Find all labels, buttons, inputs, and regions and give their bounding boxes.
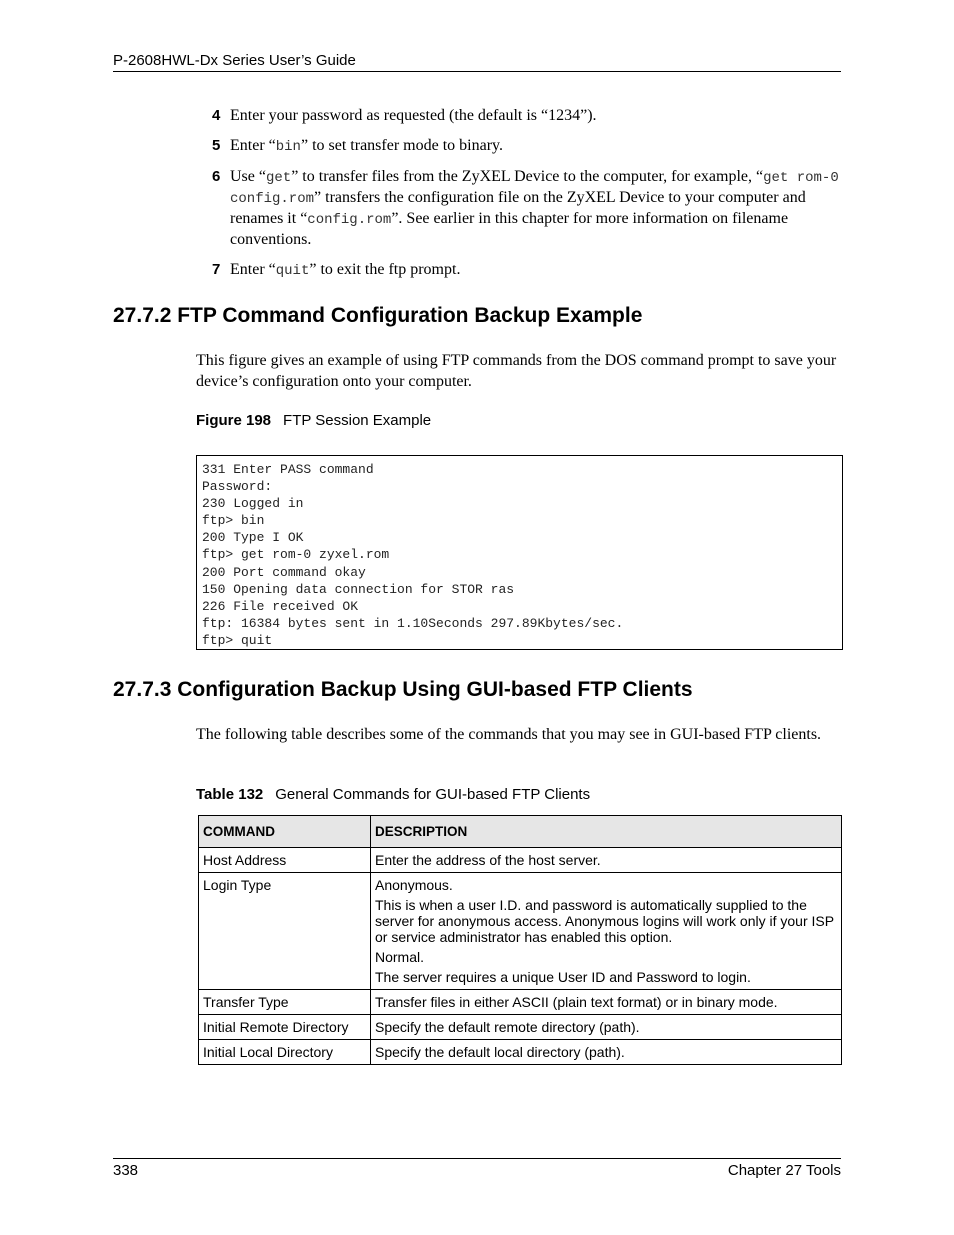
inline-code: config.rom [307, 212, 392, 228]
table-row [199, 1040, 842, 1065]
step-text: ” to transfer files from the ZyXEL Device to the computer, for example, “ [291, 168, 764, 185]
ftp-session-code-block [196, 455, 843, 650]
code-line: ftp> quit [202, 632, 273, 648]
section-heading-ftp-backup: 27.7.2 FTP Command Configuration Backup Example [113, 304, 643, 327]
description-cell [371, 873, 842, 990]
table-row [199, 990, 842, 1015]
description-text: This is when a user I.D. and password is automatically supplied to the server for anonymous access. Anonymous logins will work only if your ISP or service administrator has enabled this option. [375, 897, 834, 945]
code-line: ftp> get rom-0 zyxel.rom [202, 547, 390, 563]
figure-caption [196, 412, 431, 429]
step-item [212, 106, 842, 126]
description-cell [371, 848, 842, 873]
description-cell [371, 990, 842, 1015]
step-number: 4 [212, 107, 221, 124]
ftp-commands-table [198, 815, 842, 1065]
step-text: ” transfers the configuration file on the ZyXEL Device to your computer and renames it “ [230, 189, 806, 227]
figure-label: Figure 198 [196, 412, 272, 429]
running-header: P-2608HWL-Dx Series User’s Guide [113, 52, 356, 69]
page-number: 338 [113, 1162, 139, 1179]
step-item [212, 167, 842, 250]
table-body [199, 848, 842, 1065]
code-line: 150 Opening data connection for STOR ras [202, 581, 515, 597]
footer-rule [113, 1158, 841, 1159]
step-text: Enter “ [230, 137, 276, 154]
description-text: Anonymous. [375, 877, 453, 893]
step-item [212, 136, 842, 157]
step-text: Enter your password as requested (the default is “1234”). [230, 107, 597, 124]
description-cell [371, 1040, 842, 1065]
code-line: 226 File received OK [202, 598, 359, 614]
step-text: ”. See earlier in this chapter for more information on filename conventions. [230, 210, 789, 248]
code-line: 331 Enter PASS command [202, 462, 374, 477]
command-cell: Host Address [199, 848, 371, 873]
column-header-description: DESCRIPTION [371, 816, 842, 848]
description-cell [371, 1015, 842, 1040]
section-heading-gui-ftp: 27.7.3 Configuration Backup Using GUI-based FTP Clients [113, 678, 693, 701]
table-title: General Commands for GUI-based FTP Clients [275, 786, 591, 803]
code-line: 200 Port command okay [202, 564, 366, 580]
code-line: 200 Type I OK [202, 530, 304, 546]
table-caption [196, 786, 590, 803]
step-text: Enter “ [230, 261, 276, 278]
section-paragraph-ftp-backup: This figure gives an example of using FTP commands from the DOS command prompt to save your device’s configuration onto your computer. [196, 352, 837, 390]
chapter-title: Chapter 27 Tools [727, 1162, 841, 1179]
description-text: Specify the default remote directory (path). [375, 1019, 640, 1035]
step-list [212, 106, 842, 291]
header-rule [113, 71, 841, 72]
step-text: ” to set transfer mode to binary. [300, 137, 503, 154]
description-text: Enter the address of the host server. [375, 852, 601, 868]
command-cell: Initial Remote Directory [199, 1015, 371, 1040]
inline-code: bin [275, 139, 301, 155]
command-cell: Initial Local Directory [199, 1040, 371, 1065]
code-line: Password: [202, 479, 273, 495]
table-header-row [199, 816, 842, 848]
code-line: 230 Logged in [202, 496, 304, 512]
description-text: Transfer files in either ASCII (plain text format) or in binary mode. [375, 994, 778, 1010]
command-cell: Login Type [199, 873, 371, 990]
description-text: The server requires a unique User ID and Password to login. [375, 969, 751, 985]
table-row [199, 873, 842, 990]
table-label: Table 132 [196, 786, 264, 803]
inline-code: get rom-0 config.rom [230, 170, 839, 207]
figure-title: FTP Session Example [283, 412, 432, 429]
table-row [199, 1015, 842, 1040]
description-text: Normal. [375, 949, 425, 965]
code-line: ftp> bin [202, 513, 265, 529]
step-number: 5 [212, 137, 221, 154]
step-number: 7 [212, 261, 221, 278]
step-item [212, 260, 842, 281]
step-text: Use “ [230, 168, 266, 185]
table-row [199, 848, 842, 873]
command-cell: Transfer Type [199, 990, 371, 1015]
step-number: 6 [212, 168, 221, 185]
section-paragraph-gui-ftp: The following table describes some of the commands that you may see in GUI-based FTP clients. [196, 726, 822, 743]
column-header-command: COMMAND [199, 816, 371, 848]
inline-code: get [265, 170, 292, 186]
inline-code: quit [275, 263, 310, 279]
step-text: ” to exit the ftp prompt. [309, 261, 461, 278]
description-text: Specify the default local directory (path). [375, 1044, 625, 1060]
code-line: ftp: 16384 bytes sent in 1.10Seconds 297.89Kbytes/sec. [202, 615, 624, 631]
